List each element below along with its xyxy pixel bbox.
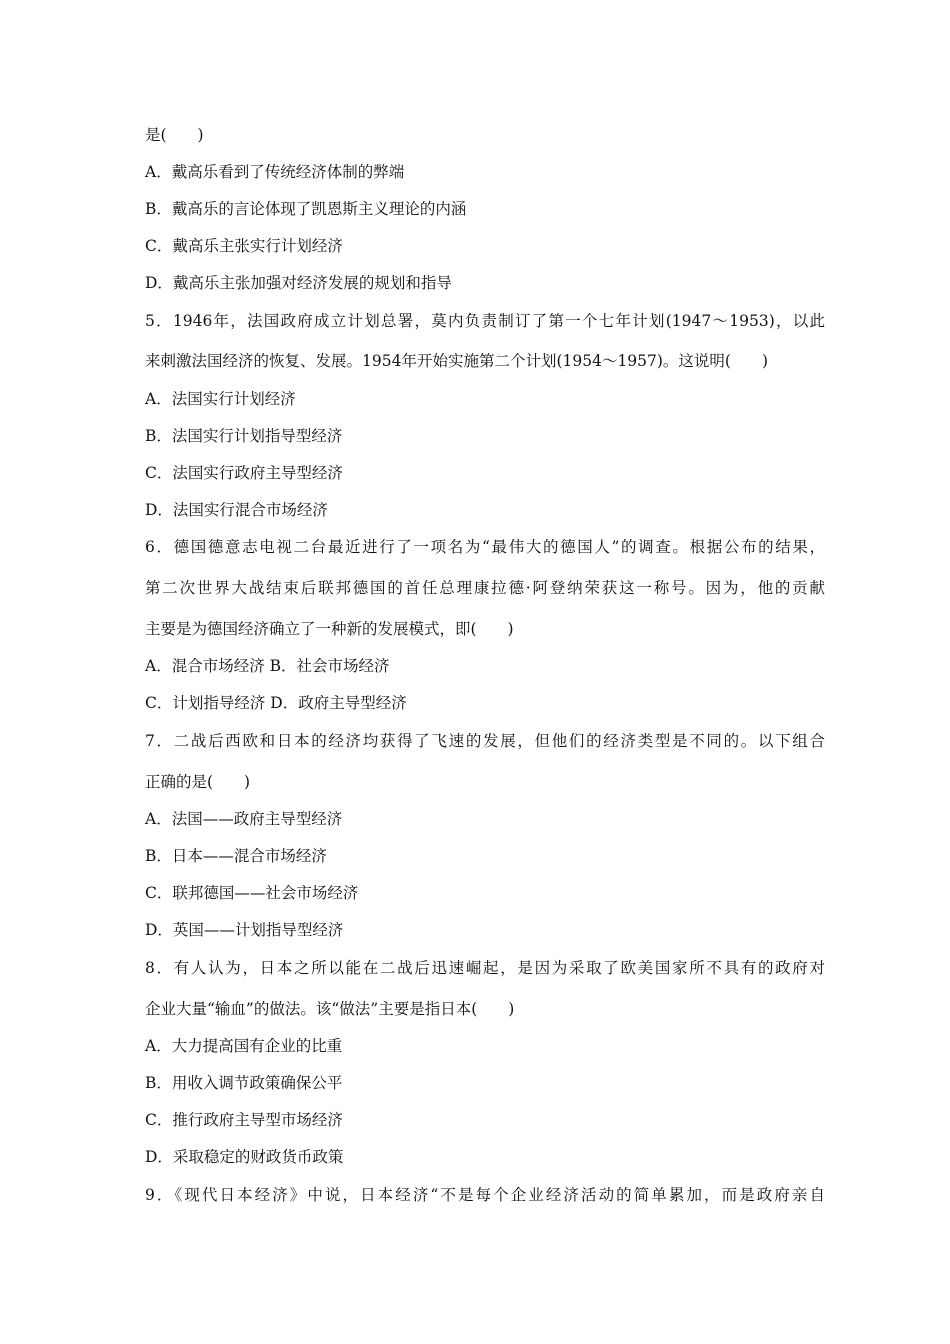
question-8-option-b: B．用收入调节政策确保公平	[145, 1074, 343, 1092]
question-5-option-b: B．法国实行计划指导型经济	[145, 427, 343, 445]
question-6-stem-line-2: 第二次世界大战结束后联邦德国的首任总理康拉德·阿登纳荣获这一称号。因为，他的贡献	[145, 579, 825, 597]
question-5-option-d: D．法国实行混合市场经济	[145, 501, 328, 519]
question-5-stem-line-2: 来刺激法国经济的恢复、发展。1954年开始实施第二个计划(1954～1957)。这说明( )	[145, 352, 769, 370]
question-7-option-c: C．联邦德国——社会市场经济	[145, 884, 359, 902]
question-7-option-a: A．法国——政府主导型经济	[145, 810, 343, 828]
question-6-stem-line-1: 6．德国德意志电视二台最近进行了一项名为“最伟大的德国人”的调查。根据公布的结果，	[145, 538, 825, 556]
question-8-stem-line-2: 企业大量“输血”的做法。该“做法”主要是指日本( )	[145, 1000, 515, 1018]
question-8-option-d: D．采取稳定的财政货币政策	[145, 1148, 344, 1166]
question-4-option-a: A．戴高乐看到了传统经济体制的弊端	[145, 163, 405, 181]
question-9-stem-line-1: 9．《现代日本经济》中说，日本经济“不是每个企业经济活动的简单累加，而是政府亲自	[145, 1186, 825, 1204]
question-8-option-a: A．大力提高国有企业的比重	[145, 1037, 343, 1055]
question-6-options-ab: A．混合市场经济 B．社会市场经济	[145, 657, 390, 675]
question-7-option-b: B．日本——混合市场经济	[145, 847, 327, 865]
question-7-stem-line-1: 7．二战后西欧和日本的经济均获得了飞速的发展，但他们的经济类型是不同的。以下组合	[145, 732, 825, 750]
question-8-stem-line-1: 8．有人认为，日本之所以能在二战后迅速崛起，是因为采取了欧美国家所不具有的政府对	[145, 959, 825, 977]
question-6-options-cd: C．计划指导经济 D．政府主导型经济	[145, 694, 407, 712]
question-5-option-c: C．法国实行政府主导型经济	[145, 464, 343, 482]
question-8-option-c: C．推行政府主导型市场经济	[145, 1111, 343, 1129]
question-5-option-a: A．法国实行计划经济	[145, 390, 296, 408]
question-6-stem-line-3: 主要是为德国经济确立了一种新的发展模式，即( )	[145, 620, 514, 638]
question-4-stem-end: 是( )	[145, 126, 204, 144]
question-7-option-d: D．英国——计划指导型经济	[145, 921, 344, 939]
question-4-option-b: B．戴高乐的言论体现了凯恩斯主义理论的内涵	[145, 200, 467, 218]
question-4-option-c: C．戴高乐主张实行计划经济	[145, 237, 343, 255]
question-5-stem-line-1: 5．1946年，法国政府成立计划总署，莫内负责制订了第一个七年计划(1947～1953)，以此	[145, 312, 825, 330]
question-4-option-d: D．戴高乐主张加强对经济发展的规划和指导	[145, 274, 452, 292]
question-7-stem-line-2: 正确的是( )	[145, 773, 251, 791]
